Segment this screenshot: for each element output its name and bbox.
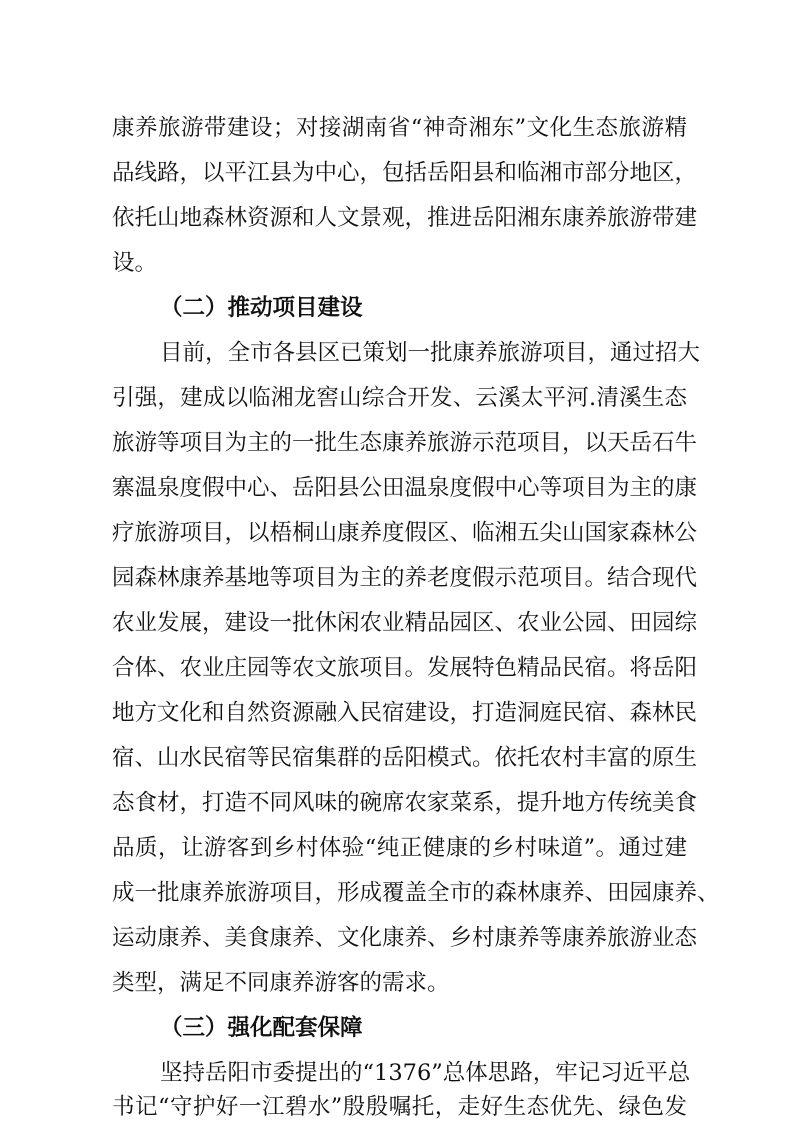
paragraph-line: 宿、山水民宿等民宿集群的岳阳模式。依托农村丰富的原生 xyxy=(112,745,698,771)
paragraph-line: 合体、农业庄园等农文旅项目。发展特色精品民宿。将岳阳 xyxy=(112,655,698,681)
paragraph-line: 寨温泉度假中心、岳阳县公田温泉度假中心等项目为主的康 xyxy=(112,475,698,501)
paragraph-line: 目前，全市各县区已策划一批康养旅游项目，通过招大 xyxy=(160,340,701,366)
paragraph-line: 坚持岳阳市委提出的“1376”总体思路，牢记习近平总 xyxy=(160,1060,691,1086)
paragraph-line: 引强，建成以临湘龙窖山综合开发、云溪太平河.清溪生态 xyxy=(112,385,687,411)
paragraph-line: 运动康养、美食康养、文化康养、乡村康养等康养旅游业态 xyxy=(112,925,698,951)
paragraph-line: 品线路，以平江县为中心，包括岳阳县和临湘市部分地区， xyxy=(112,160,698,186)
paragraph-line: 态食材，打造不同风味的碗席农家菜系，提升地方传统美食 xyxy=(112,790,698,816)
paragraph-line: 品质，让游客到乡村体验“纯正健康的乡村味道”。通过建 xyxy=(112,835,687,861)
paragraph-line: 康养旅游带建设；对接湖南省“神奇湘东”文化生态旅游精 xyxy=(112,115,687,141)
paragraph-line: 类型，满足不同康养游客的需求。 xyxy=(112,970,450,996)
paragraph-line: 书记“守护好一江碧水”殷殷嘱托，走好生态优先、绿色发 xyxy=(112,1094,687,1120)
paragraph-line: 设。 xyxy=(112,250,158,276)
section-heading-3: （三）强化配套保障 xyxy=(160,1015,363,1041)
paragraph-line: 地方文化和自然资源融入民宿建设，打造洞庭民宿、森林民 xyxy=(112,700,698,726)
paragraph-line: 依托山地森林资源和人文景观，推进岳阳湘东康养旅游带建 xyxy=(112,205,698,231)
paragraph-line: 成一批康养旅游项目，形成覆盖全市的森林康养、田园康养、 xyxy=(112,880,720,906)
paragraph-line: 旅游等项目为主的一批生态康养旅游示范项目，以天岳石牛 xyxy=(112,430,698,456)
section-heading-2: （二）推动项目建设 xyxy=(160,295,363,321)
paragraph-line: 园森林康养基地等项目为主的养老度假示范项目。结合现代 xyxy=(112,565,698,591)
paragraph-line: 疗旅游项目，以梧桐山康养度假区、临湘五尖山国家森林公 xyxy=(112,520,698,546)
paragraph-line: 农业发展，建设一批休闲农业精品园区、农业公园、田园综 xyxy=(112,610,698,636)
